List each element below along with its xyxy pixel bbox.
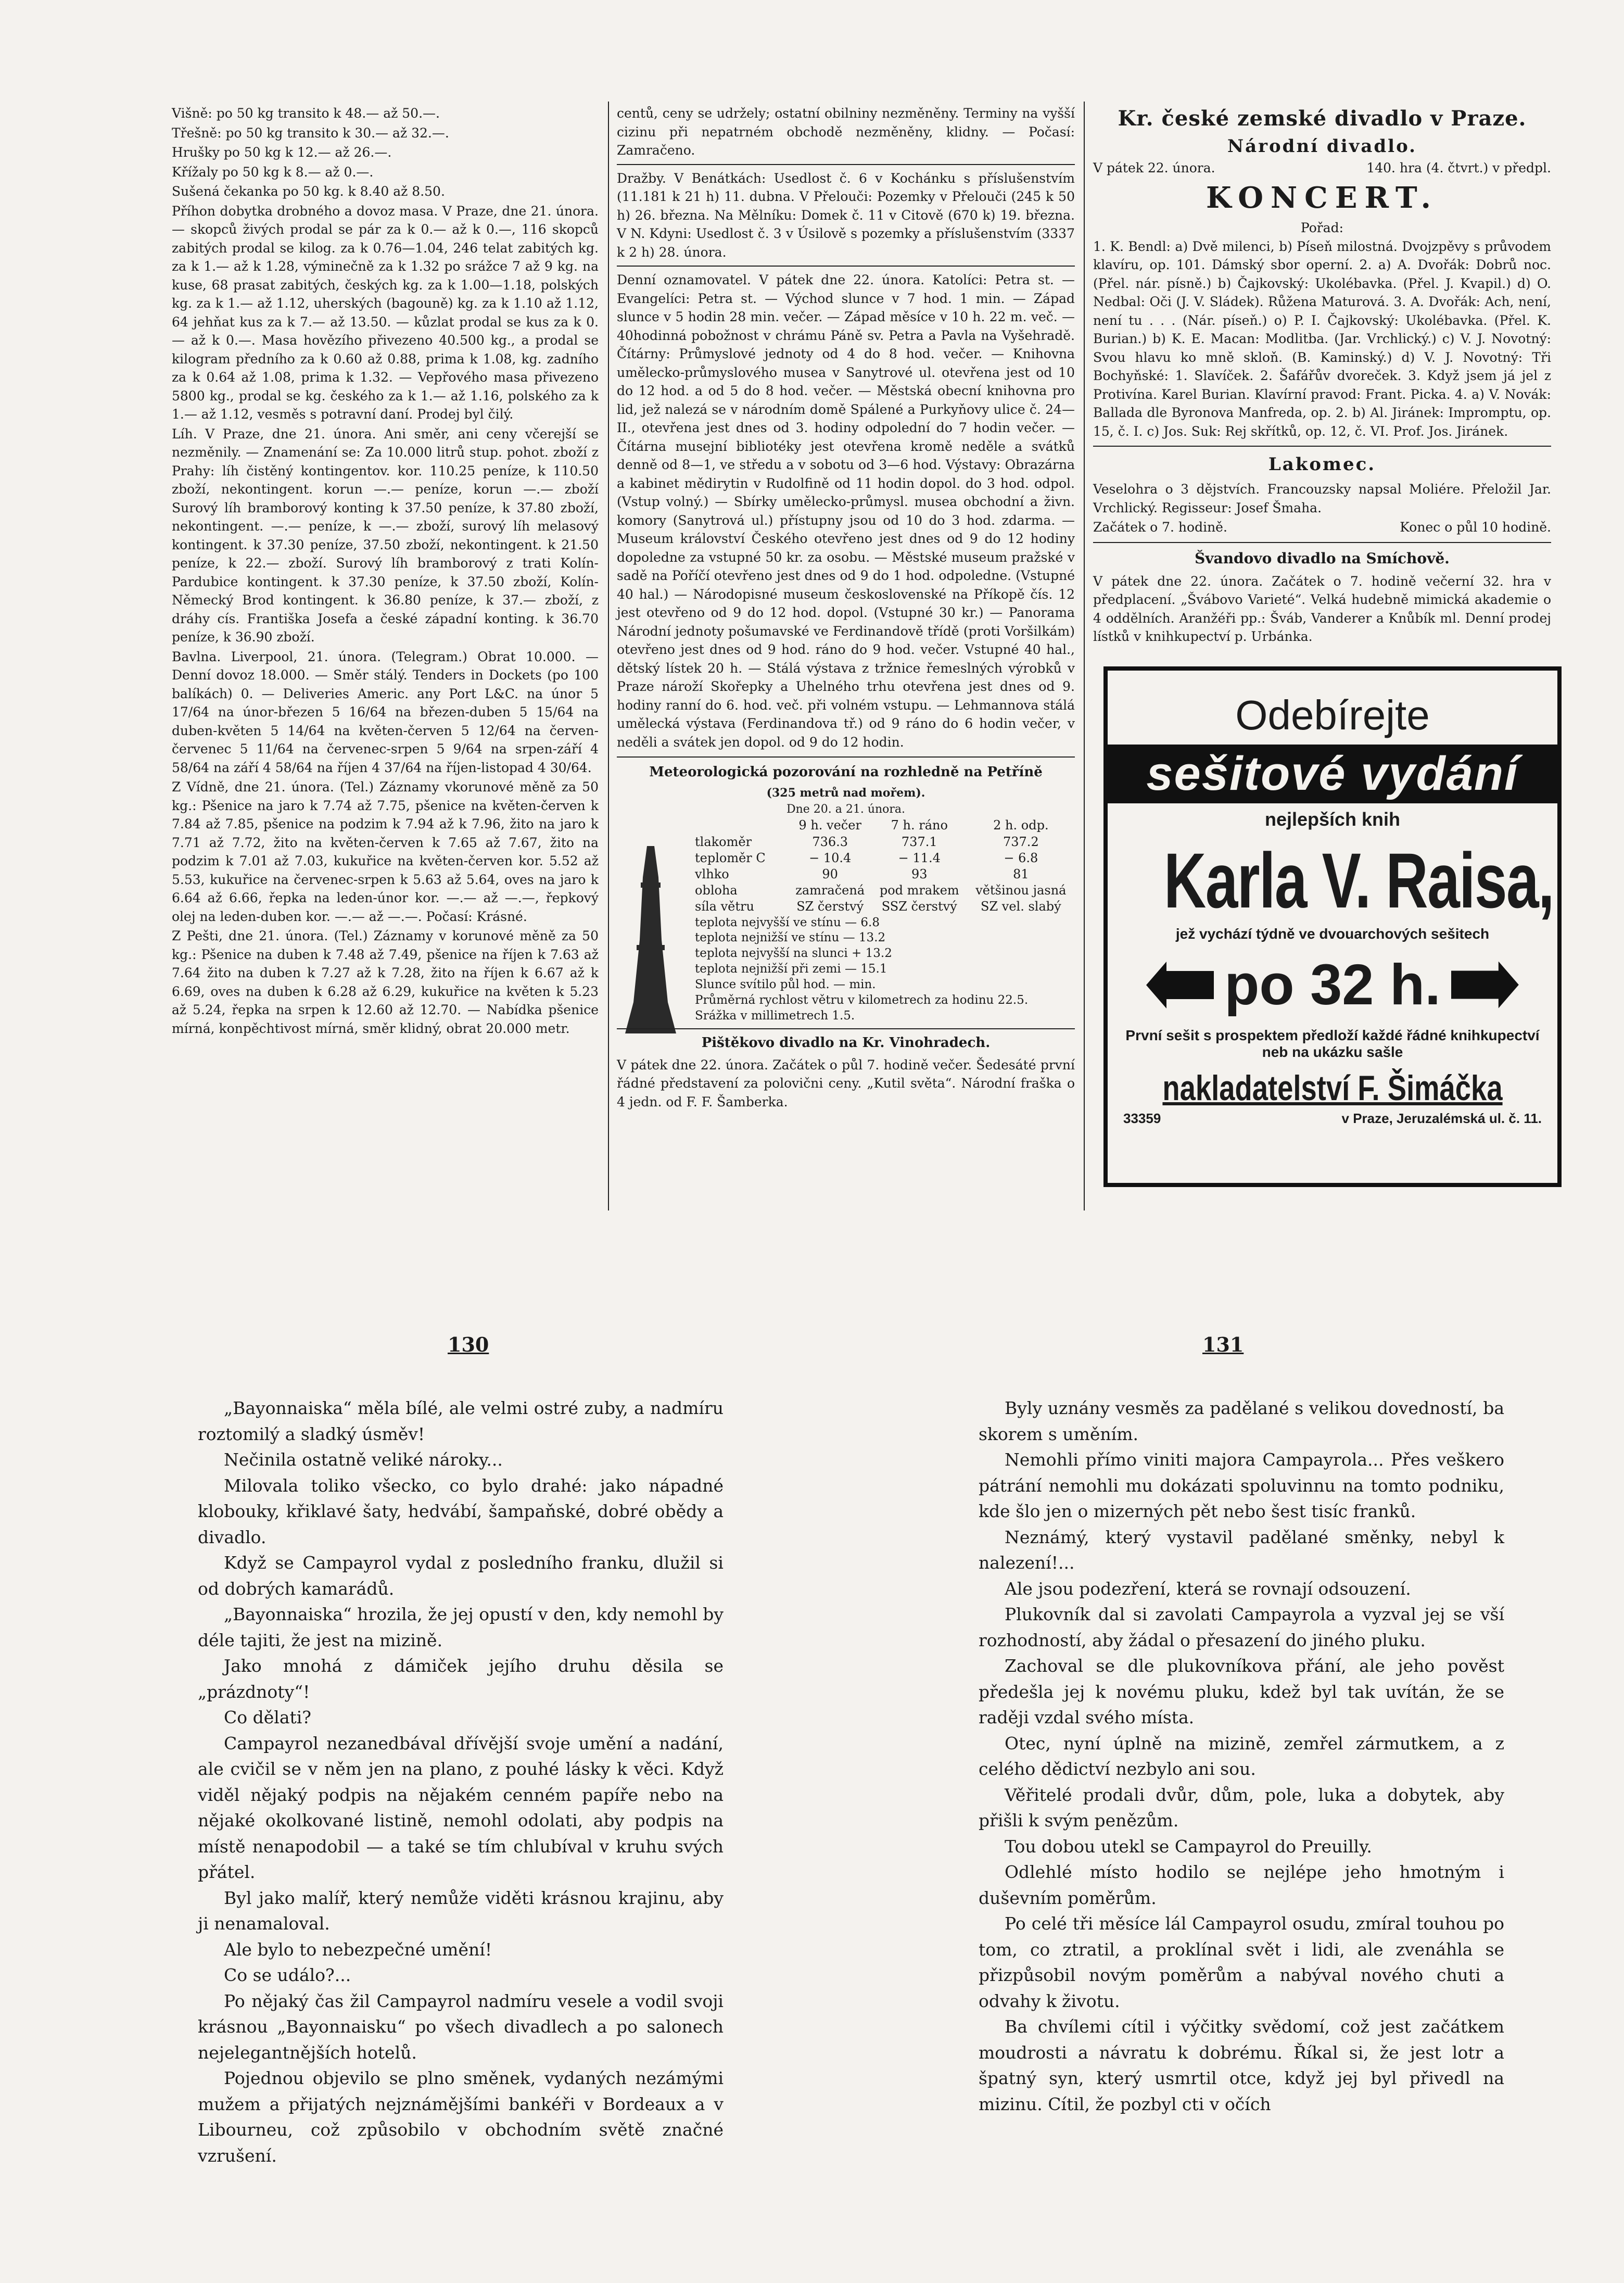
ad-publisher: nakladatelství F. Šimáčka [1162, 1068, 1503, 1108]
weather-row [617, 866, 1075, 882]
weather-extra-line: Průměrná rychlost větru v kilometrech za hodinu 22.5. [695, 993, 1029, 1007]
weather-cell: síla větru [695, 899, 754, 914]
weather-cell: vlhko [695, 866, 729, 881]
book-paragraph: Byl jako malíř, který nemůže viděti krásnou krajinu, aby ji nenamaloval. [198, 1887, 724, 1934]
column-market-reports [172, 104, 599, 1203]
market-item: Višně: po 50 kg transito k 48.— až 50.—. [172, 106, 440, 121]
market-item: Líh. V Praze, dne 21. února. Ani směr, ani ceny včerejší se nezměnily. — Znamenání se: Za 10.000 litrů stup. pohot. zboží z Prahy: líh čistěný kontingentov. kor. 110.25 peníze, k 110.50 zboží, nekontingent. korun —.— peníze, korun —.— zboží Surový líh bramborový konting k 37.50 peníze, k 37.80 zboží, nekontingent. —.— peníze, k —.— zboží, surový líh melasový kontingent. k 37.30 peníze, 37.50 zboží, nekontingent. k 21.50 peníze, k 22.— zboží. Surový líh bramborový z trati Kolín-Pardubice kontingent. k 37.30 peníze, k 37.50 zboží, Kolín-Německý Brod kontingent. k 36.80 peníze, k 37.— zboží, z dráhy cís. Františka Josefa a české západní konting. k 36.70 peníze, k 36.90 zboží. [172, 426, 599, 645]
arrow-right-icon [1451, 962, 1519, 1008]
weather-cell: 7 h. ráno [891, 818, 948, 833]
book-advertisement [1103, 666, 1562, 1187]
market-item: Bavlna. Liverpool, 21. února. (Telegram.) Obrat 10.000. — Denní dovoz 18.000. — Směr stálý. Tenders in Dockets (po 100 balíkách) 0. — Deliveries Americ. any Port L&C. na únor 5 17/64 na únor-březen 5 16/64 na březen-duben 5 15/64 na duben-květen 5 14/64 na květen-červen 5 12/64 na červen-červenec 5 11/64 na červenec-srpen 5 9/64 na srpen-září 4 58/64 na září 4 58/64 na říjen 4 37/64 na říjen-listopad 4 30/64. [172, 649, 599, 775]
weather-cell [617, 817, 789, 834]
weather-table [617, 817, 1075, 915]
ad-price: po 32 h. [1224, 953, 1441, 1017]
market-item: Z Pešti, dne 21. února. (Tel.) Záznamy v korunové měně za 50 kg.: Pšenice na duben k 7.48 až 7.49, pšenice na říjen k 7.63 až 7.64 žito na duben k 7.27 až k 7.28, žito na říjen k 6.67 až k 6.69, oves na duben k 6.28 až 6.29, kukuřice na květen k 5.23 až 5.24, řepka na srpen k 12.60 až 12.70. — Nabídka pšenice mírná, konpěchtivost mírná, směr klidný, obrat 20.000 metr. [172, 928, 599, 1036]
concert-title: KONCERT. [1206, 180, 1438, 215]
lakomec-title: Lakomec. [1268, 454, 1376, 475]
weather-row [617, 850, 1075, 866]
lakomec-end: Konec o půl 10 hodině. [1400, 520, 1551, 535]
weather-cell: 9 h. večer [798, 818, 861, 833]
weather-header-row [617, 817, 1075, 834]
weather-cell: zamračená [795, 883, 865, 898]
market-item: Třešně: po 50 kg transito k 30.— až 32.—. [172, 125, 449, 141]
arrow-left-icon [1146, 962, 1214, 1008]
market-item: Hrušky po 50 kg k 12.— až 26.—. [172, 145, 392, 160]
book-paragraph: Když se Campayrol vydal z posledního franku, dlužil si od dobrých kamarádů. [198, 1553, 724, 1599]
weather-cell: SZ čerstvý [796, 899, 864, 914]
book-paragraph: Po celé tři měsíce lál Campayrol osudu, zmíral touhou po tom, co ztratil, a proklínal svět i lidi, ale zvenáhla se přizpůsobil novým poměrům a nabýval nového chuti a odvahy k životu. [979, 1913, 1504, 2011]
book-paragraph: Otec, nyní úplně na mizině, zemřel zármutkem, a z celého dědictví nezbylo ani sou. [979, 1733, 1504, 1779]
weather-cell: tlakoměr [695, 834, 752, 849]
grain-report-end: centů, ceny se udržely; ostatní obilniny nezměněny. Terminy na vyšší cizinu při nepatrném obchodě nezměněny, klidny. — Počasí: Zamračeno. [617, 106, 1075, 158]
weather-cell: − 11.4 [898, 850, 941, 865]
petrin-tower-icon [622, 846, 679, 1039]
weather-cell: většinou jasná [975, 883, 1067, 898]
vinohrady-theatre-title: Pištěkovo divadlo na Kr. Vinohradech. [701, 1035, 991, 1051]
weather-extra-line: teplota nejvyšší ve stínu — 6.8 [695, 915, 880, 929]
national-theatre-title: Národní divadlo. [1227, 135, 1417, 157]
performance-date: V pátek 22. února. [1093, 160, 1215, 176]
weather-extra [617, 915, 1075, 1024]
book-paragraph: Co se událo?... [224, 1965, 351, 1985]
ad-frequency: jež vychází týdně ve dvouarchových sešitech [1175, 926, 1490, 942]
book-paragraph: Nemohli přímo viniti majora Campayrola... Přes veškero pátrání nemohli mu dokázati spoluvinnu na tomto podniku, kde šlo jen o mizerných pět nebo šest tisíc franků. [979, 1449, 1504, 1521]
weather-observations [617, 763, 1075, 1024]
market-item: Křížaly po 50 kg k 8.— až 0.—. [172, 164, 374, 180]
section-divider [617, 1028, 1075, 1029]
ad-subtitle: nejlepších knih [1264, 809, 1401, 830]
weather-cell: 737.2 [1003, 834, 1039, 849]
weather-cell: − 10.4 [809, 850, 852, 865]
section-divider [617, 266, 1075, 267]
book-paragraph: Zachoval se dle plukovníkova přání, ale jeho pověst předešla jej k novému pluku, kdež byl tak uvítán, že se raději vzdal svého místa. [979, 1656, 1504, 1727]
market-item: Sušená čekanka po 50 kg. k 8.40 až 8.50. [172, 184, 445, 199]
ad-offer: První sešit s prospektem předloží každé řádné knihkupectví neb na ukázku sašle [1125, 1027, 1540, 1060]
ad-number: 33359 [1123, 1111, 1161, 1126]
book-paragraph: Ale jsou podezření, která se rovnají odsouzení. [1005, 1578, 1411, 1599]
market-item: Z Vídně, dne 21. února. (Tel.) Záznamy vkorunové měně za 50 kg.: Pšenice na jaro k 7.74 až 7.75, pšenice na květen-červen k 7.84 až 7.85, pšenice na podzim k 7.94 až k 7.96, žito na jaro k 7.71 až 7.72, žito na květen-červen k 7.65 až 7.67, žito na podzim k 7.01 až 7.03, kukuřice na květen-červen kor. 5.52 až 5.53, kukuřice na červenec-srpen k 5.63 až 5.64, oves na jaro k 6.64 až 6.66, řepka na leden-únor kor. —.— až —.—, řepkový olej na leden-duben kor. —.— až —.—. Počasí: Krásné. [172, 779, 599, 924]
weather-cell: 737.1 [901, 834, 937, 849]
page-number-right: 131 [1202, 1333, 1244, 1356]
ad-address: v Praze, Jeruzalémská ul. č. 11. [1341, 1111, 1542, 1126]
auctions: Dražby. V Benátkách: Usedlost č. 6 v Kochánku s příslušenstvím (11.181 k 21 h) 11. dubna. V Přelouči: Pozemky v Přelouči (245 k 50 h) 26. března. Na Mělníku: Domek č. 11 v Citově (670 k) 19. března. V N. Kdyni: Usedlost č. 3 v Úsilově s pozemky a příslušenstvím (3337 k 2 h) 28. února. [617, 170, 1075, 260]
concert-program: 1. K. Bendl: a) Dvě milenci, b) Píseň milostná. Dvojzpěvy s průvodem klavíru, op. 101. Dámský sbor operní. 2. a) A. Dvořák: Dobrů noc. (Přel. nár. písně.) b) Čajkovský: Ukolébavka. (Přel. J. Kvapil.) d) O. Nedbal: Oči (J. V. Sládek). Růžena Maturová. 3. A. Dvořák: Ach, není, není tu . . . (Nár. píseň.) o) P. I. Čajkovský: Ukolébavka. (Přel. K. Burian.) b) K. E. Macan: Modlitba. (Jar. Vrchlický.) c) V. J. Novotný: Svou hlavu ko mně skloň. (B. Kaminský.) d) V. J. Novotný: Tři Bochyňské: 1. Slavíček. 2. Šafářův dvoreček. 3. Když jsem já jel z Protivína. Karel Burian. Klavírní pravod: Frant. Picka. 4. a) V. Novák: Ballada dle Byronova Manfreda, op. 2. b) Al. Jiránek: Impromptu, op. 15, č. I. c) Jos. Suk: Rej skřítků, op. 12, č. VI. Prof. Jos. Jiránek. [1093, 238, 1551, 439]
weather-cell: 90 [822, 866, 838, 881]
column-announcements [617, 104, 1075, 1203]
vinohrady-theatre-text: V pátek dne 22. února. Začátek o půl 7. hodině večer. Šedesáté první řádné představení za polovični ceny. „Kutil světa“. Národní fraška o 4 jedn. od F. F. Šamberka. [617, 1057, 1075, 1109]
theatre-header: Kr. české zemské divadlo v Praze. [1118, 106, 1527, 131]
book-paragraph: Věřitelé prodali dvůr, dům, pole, luka a dobytek, aby přišli k svým penězům. [979, 1784, 1504, 1831]
book-page-left [198, 1395, 724, 2166]
weather-cell: 736.3 [812, 834, 848, 849]
book-paragraph: Co dělati? [224, 1707, 311, 1727]
weather-row [617, 834, 1075, 850]
weather-subtitle: (325 metrů nad mořem). [766, 786, 925, 800]
ad-headline: Odebírejte [1235, 692, 1430, 738]
column-divider [608, 102, 609, 1210]
book-page-right [979, 1395, 1504, 2114]
svanda-theatre-text: V pátek dne 22. února. Začátek o 7. hodině večerní 32. hra v předplacení. „Švábovo Varieté“. Velká hudebně mimická akademie o 4 oddělních. Aranžéři pp.: Šváb, Vanderer a Knůbík ml. Denní prodej lístků v knihkupectví p. Urbánka. [1093, 573, 1551, 645]
weather-cell: SSZ čerstvý [881, 899, 957, 914]
weather-cell: 93 [911, 866, 928, 881]
lakomec-times [1093, 518, 1551, 537]
book-paragraph: Plukovník dal si zavolati Campayrola a vyzval jej se vší rozhodností, aby žádal o přesazení do jiného pluku. [979, 1604, 1504, 1650]
book-paragraph: „Bayonnaiska“ měla bílé, ale velmi ostré zuby, a nadmíru roztomilý a sladký úsměv! [198, 1398, 724, 1444]
weather-cell: SZ vel. slabý [981, 899, 1061, 914]
book-paragraph: Pojednou objevilo se plno směnek, vydaných nezámými mužem a přijatých nejznámějšími bankéři v Bordeaux a v Libourneu, což způsobilo v obchodním světě značné vzrušení. [198, 2068, 724, 2166]
section-divider [1093, 542, 1551, 543]
book-paragraph: „Bayonnaiska“ hrozila, že jej opustí v den, kdy nemohl by déle tajiti, že jest na mizině. [198, 1604, 724, 1650]
column-divider [1084, 102, 1085, 1210]
book-paragraph: Campayrol nezanedbával dřívější svoje umění a nadání, ale cvičil se v něm jen na plano, z pouhé lásky k věci. Když viděl nějaký podpis na nějakém cenném papíře nebo na nějaké okolkované listině, nemohl odolati, aby podpis na místě nenapodobil — a také se tím chlubíval v kruhu svých přátel. [198, 1733, 724, 1882]
book-paragraph: Milovala toliko všecko, co bylo drahé: jako nápadné klobouky, křiklavé šaty, hedvábí, šampaňské, dobré obědy a divadlo. [198, 1475, 724, 1547]
section-divider [617, 164, 1075, 165]
weather-cell: teploměr C [695, 850, 766, 865]
section-divider [617, 756, 1075, 758]
book-paragraph: Byly uznány vesměs za padělané s velikou dovedností, ba skorem s uměním. [979, 1398, 1504, 1444]
weather-dates: Dne 20. a 21. února. [786, 803, 906, 816]
performance-info [1093, 159, 1551, 178]
weather-extra-line: Slunce svítilo půl hod. — min. [695, 978, 876, 992]
performance-subscription: 140. hra (4. čtvrt.) v předpl. [1366, 160, 1551, 176]
svanda-theatre-title: Švandovo divadlo na Smíchově. [1195, 549, 1450, 567]
daily-notices: Denní oznamovatel. V pátek dne 22. února. Katolíci: Petra st. — Evangelíci: Petra st. — Východ slunce v 7 hod. 1 min. — Západ slunce v 5 hodin 28 min. večer. — Západ měsíce v 10 h. 22 m. več. — 40hodinná pobožnost v chrámu Páně sv. Petra a Pavla na Vyšehradě. Čítárny: Průmyslové jednoty od 4 do 8 hod. večer. — Knihovna umělecko-průmyslového musea v Sanytrové ul. otevřena jest od 10 do 12 hod. a od 5 do 8 hod. večer. — Městská obecní knihovna pro lid, jež nalezá se v národním domě Spálené a Purkyňovy ulice č. 24—II., otevřena jest dnes od 3. hodiny odpolední do 7 hodin večer. — Čítárna musejní bibliotéky jest otevřena kromě neděle a svátků denně od 8—1, ve středu a v sobotu od 3—6 hod. Výstavy: Obrazárna a kabinet mědirytin v Rudolfině od 11 hodin dopol. do 3 hod. odpol. (Vstup volný.) — Sbírky umělecko-průmysl. musea obchodní a živn. komory (Sanytrová ul.) přístupny jsou od 10 do 3 hod. zdarma. — Museum království Českého otevřeno jest dnes od 9 do 12 hodiny dopoledne za vstupné 50 kr. za osobu. — Městské museum pražské v sadě na Poříčí otevřeno jest dnes od 9 do 1 hod. odpoledne. (Vstupné 40 hal.) — Národopisné museum československé na Příkopě čís. 12 jest otevřeno od 9 do 12 hod. dopol. (Vstupné 30 kr.) — Panorama Národní jednoty pošumavské ve Ferdinandově třídě (proti Voršilkám) otevřeno jest dnes od 9 hod. ráno do 9 hod. večer. Vstupné 40 hal., dětský lístek 20 h. — Stálá výstava z tržnice řemeslných výrobků v Praze nároží Skořepky a Uhelného trhu otevřena jest dnes od 9. hodiny ranní do 6. hod. več. při volném vstupu. — Lehmannova stálá umělecká výstava (Ferdinandova tř.) od 9 ráno do 6 hodin večer, v neděli a svátek jen dopol. od 9 do 12 hodin. [617, 272, 1075, 750]
weather-title: Meteorologická pozorování na rozhledně na Petříně [649, 764, 1043, 780]
book-paragraph: Odlehlé místo hodilo se nejlépe jeho hmotným i duševním poměrům. [979, 1862, 1504, 1908]
weather-cell: pod mrakem [879, 883, 959, 898]
lakomec-start: Začátek o 7. hodině. [1093, 520, 1227, 535]
book-paragraph: Ale bylo to nebezpečné umění! [224, 1939, 492, 1960]
weather-extra-line: teplota nejnižší ve stínu — 13.2 [695, 931, 886, 945]
page-number-left: 130 [448, 1333, 489, 1356]
weather-extra-line: teplota nejvyšší na slunci + 13.2 [695, 947, 892, 961]
book-paragraph: Jako mnohá z dámiček jejího druhu děsila se „prázdnoty“! [198, 1656, 724, 1702]
book-paragraph: Ba chvílemi cítil i výčitky svědomí, což jest začátkem moudrosti a návratu k dobrému. Říkal si, že jest lotr a špatný syn, který usmrtil otce, když jej byl přivedl na mizinu. Cítil, že pozbyl cti v očích [979, 2016, 1504, 2114]
weather-cell: − 6.8 [1004, 850, 1038, 865]
book-paragraph: Nečinila ostatně veliké nároky... [224, 1449, 503, 1470]
weather-cell: 2 h. odp. [993, 818, 1049, 833]
weather-cell: 81 [1013, 866, 1029, 881]
ad-footer [1108, 1108, 1557, 1129]
ad-author: Karla V. Raisa, [1164, 837, 1554, 924]
book-paragraph: Tou dobou utekl se Campayrol do Preuilly. [1005, 1836, 1372, 1857]
book-paragraph: Po nějaký čas žil Campayrol nadmíru vesele a vodil svoji krásnou „Bayonnaisku“ po všech divadlech a po salonech nejelegantnějších hotelů. [198, 1990, 724, 2063]
weather-row [617, 899, 1075, 915]
program-label: Pořad: [1300, 220, 1344, 236]
weather-row [617, 882, 1075, 899]
column-theatres [1093, 104, 1551, 656]
section-divider [1093, 446, 1551, 447]
market-item: Příhon dobytka drobného a dovoz masa. V Praze, dne 21. února. — skopců živých prodal se pár za k 0.— až k 0.—, 116 skopců zabitých prodal se kilog. za k 0.76—1.04, 246 telat zabitých kg. za k 1.— až k 1.28, výminečně za k 1.32 po srážce 7 až 9 kg. na kuse, 68 prasat zabitých, českých kg. za k 1.00—1.18, polských kg. za k 1.— až 1.12, uherských (bagouně) kg. za k 1.10 až 1.12, 64 jehňat kus za k 7.— až 13.50. — kůzlat prodal se kus za k 0.— až k 0.—. Masa hovězího přivezeno 40.500 kg., a prodal se kilogram předního za k 0.60 až 0.88, prima k 1.08, kg. zadního za k 0.64 až 1.08, prima k 1.32. — Vepřového masa přivezeno 5800 kg., prodal se kg. českého za k 1.— až 1.16, polského za k 1.— až 1.12, vesměs s potravní daní. Prodej byl čilý. [172, 203, 599, 422]
ad-banner: sešitové vydání [1108, 745, 1557, 803]
weather-extra-line: teplota nejnižší při zemi — 15.1 [695, 962, 887, 976]
lakomec-text: Veselohra o 3 dějstvích. Francouzsky napsal Moliére. Přeložil Jar. Vrchlický. Regisseur: Josef Šmaha. [1093, 482, 1551, 515]
weather-extra-line: Srážka v millimetrech 1.5. [695, 1008, 855, 1023]
ad-price-row [1108, 952, 1557, 1018]
book-paragraph: Neznámý, který vystavil padělané směnky, nebyl k nalezení!... [979, 1527, 1504, 1573]
weather-cell: obloha [695, 883, 738, 898]
